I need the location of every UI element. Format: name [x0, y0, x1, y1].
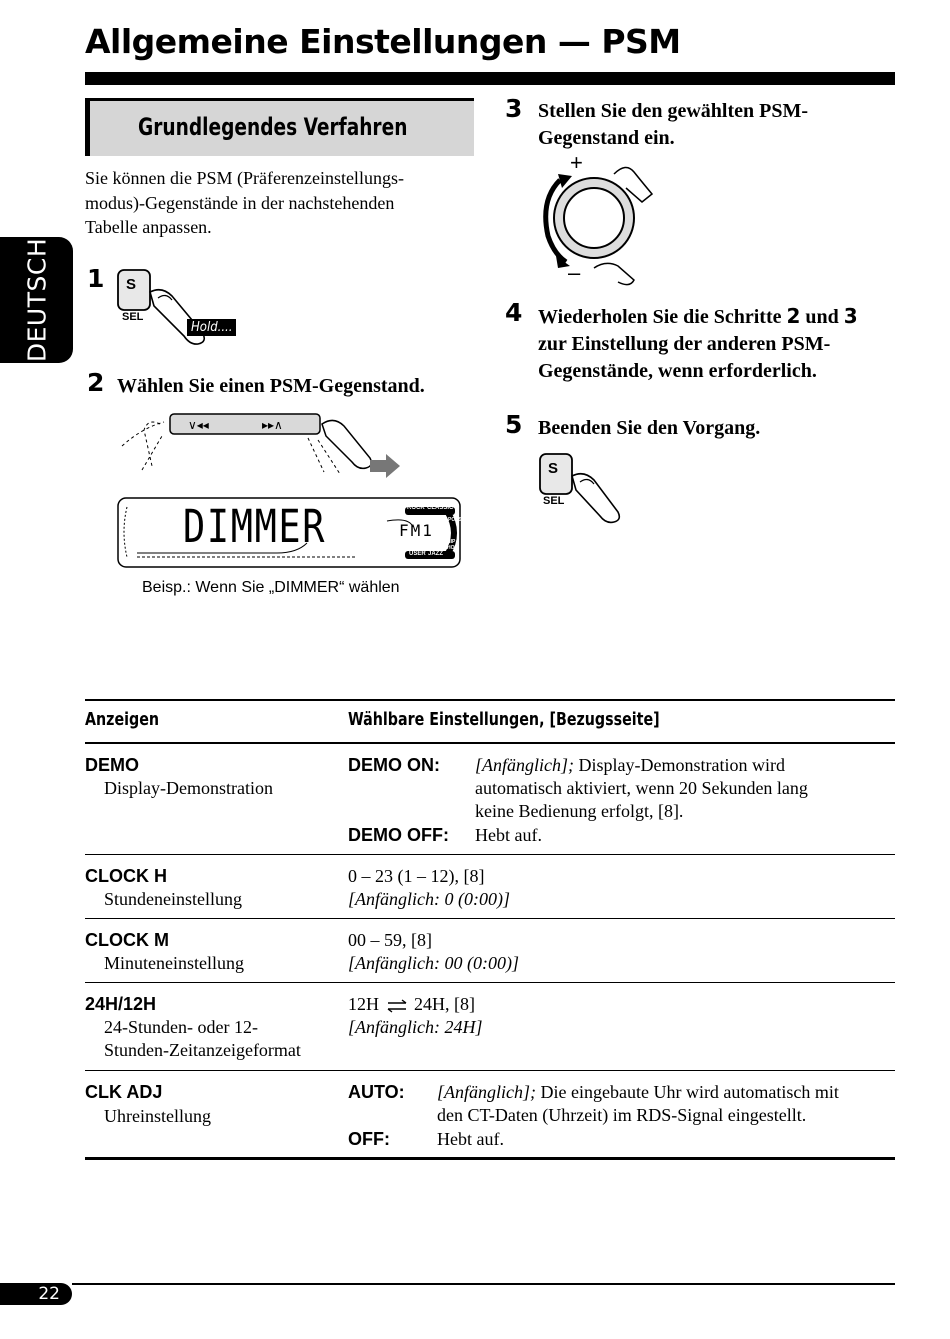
row-clock-m-desc: Minuteneinstellung	[104, 953, 244, 973]
demo-off-label: DEMO OFF:	[348, 825, 449, 845]
lcd-tag: JAZZ	[428, 551, 443, 557]
intro-line: Sie können die PSM (Präferenzeinstellungs-	[85, 168, 404, 188]
clock-m-range: 00 – 59, [8]	[348, 930, 432, 950]
clk-adj-auto-initial: [Anfänglich];	[437, 1082, 536, 1102]
clk-adj-off-label: OFF:	[348, 1129, 390, 1149]
h24-initial-text: [Anfänglich: 24H]	[348, 1017, 483, 1037]
table-bottom-rule	[85, 1157, 895, 1160]
step-2-illustration	[112, 408, 412, 488]
row-24h-name: 24H/12H	[85, 994, 157, 1014]
clk-adj-auto-line: Die eingebaute Uhr wird automatisch mit	[536, 1082, 839, 1102]
lcd-tag: HIP HOP	[447, 539, 458, 551]
control-dial-icon	[530, 150, 670, 290]
footer-rule	[72, 1283, 895, 1285]
h24-option-24h: 24H, [8]	[414, 994, 475, 1014]
demo-on-label: DEMO ON:	[348, 755, 440, 775]
step-1-illustration	[110, 262, 250, 348]
clock-h-range: 0 – 23 (1 – 12), [8]	[348, 866, 485, 886]
step-3-illustration	[530, 150, 670, 290]
row-clock-h-desc: Stundeneinstellung	[104, 889, 242, 909]
page-number: 22	[38, 1284, 60, 1304]
lcd-band-text: FM1	[399, 521, 434, 540]
row-divider	[85, 982, 895, 983]
page-title: Allgemeine Einstellungen — PSM	[85, 22, 681, 61]
sel-button-sub: SEL	[122, 311, 144, 323]
row-demo-desc: Display-Demonstration	[104, 778, 273, 798]
step-4-number: 4	[505, 298, 523, 327]
step-5-number: 5	[505, 410, 523, 439]
language-tab-label: DEUTSCH	[22, 237, 51, 363]
sel-button-s: S	[126, 276, 137, 293]
lcd-tag: ROCK	[407, 505, 425, 511]
demo-on-initial: [Anfänglich];	[475, 755, 574, 775]
clk-adj-off-text: Hebt auf.	[437, 1129, 504, 1149]
svg-text:▸▸∧: ▸▸∧	[262, 418, 283, 432]
h24-options	[348, 993, 475, 1016]
step-3-line: Stellen Sie den gewählten PSM-	[538, 100, 808, 122]
row-divider	[85, 918, 895, 919]
step-2-text: Wählen Sie einen PSM-Gegenstand.	[117, 375, 425, 397]
step-4-text-a: Wiederholen Sie die Schritte	[538, 306, 787, 328]
row-clock-m-name: CLOCK M	[85, 930, 169, 950]
demo-off-text: Hebt auf.	[475, 825, 542, 845]
step-4-line	[538, 303, 858, 331]
step-5-text: Beenden Sie den Vorgang.	[538, 417, 761, 439]
step-4-line: Gegenstände, wenn erforderlich.	[538, 360, 817, 382]
demo-on-line: automatisch aktiviert, wenn 20 Sekunden lang	[475, 778, 808, 798]
sel-button-press-icon	[532, 448, 632, 528]
table-top-rule	[85, 699, 895, 701]
sel-button-sub: SEL	[543, 495, 565, 507]
step-2-number: 2	[87, 368, 105, 397]
dial-minus-label: –	[568, 260, 581, 285]
clk-adj-auto-text	[437, 1081, 895, 1127]
section-heading: Grundlegendes Verfahren	[138, 113, 408, 141]
clock-m-initial-text: [Anfänglich: 00 (0:00)]	[348, 953, 519, 973]
lcd-display	[117, 497, 461, 568]
intro-line: modus)-Gegenstände in der nachstehenden	[85, 192, 395, 213]
step-5-illustration	[532, 448, 632, 528]
row-divider	[85, 854, 895, 855]
row-24h-desc-line: Stunden-Zeitanzeigeformat	[104, 1040, 301, 1060]
row-24h-desc	[104, 1016, 344, 1062]
step-4-ref-3: 3	[843, 304, 858, 328]
step-4-line: zur Einstellung der anderen PSM-	[538, 333, 831, 355]
step-4-text	[538, 303, 858, 385]
title-rule	[85, 72, 895, 85]
h24-option-12h: 12H	[348, 994, 379, 1014]
page-number-badge	[0, 1283, 72, 1305]
clock-h-initial-text: [Anfänglich: 0 (0:00)]	[348, 889, 510, 909]
seek-buttons-icon	[112, 408, 412, 488]
example-caption: Beisp.: Wenn Sie „DIMMER“ wählen	[142, 579, 400, 596]
demo-on-line: Display-Demonstration wird	[574, 755, 785, 775]
demo-on-line: keine Bedienung erfolgt, [8].	[475, 801, 684, 821]
lcd-tag: CLASSIC	[427, 505, 454, 511]
step-3-number: 3	[505, 94, 523, 123]
row-clk-adj-desc: Uhreinstellung	[104, 1106, 211, 1126]
toggle-arrows-icon	[386, 999, 408, 1013]
intro-line: Tabelle anpassen.	[85, 217, 212, 237]
intro-text	[85, 166, 465, 240]
row-demo-name: DEMO	[85, 755, 139, 775]
h24-initial	[348, 1016, 483, 1039]
table-header-settings: Wählbare Einstellungen, [Bezugsseite]	[348, 709, 660, 730]
language-tab	[0, 237, 73, 363]
clock-m-initial	[348, 952, 519, 975]
row-divider	[85, 1070, 895, 1071]
row-clk-adj-name: CLK ADJ	[85, 1082, 163, 1102]
lcd-main-text: DIMMER	[183, 500, 327, 553]
lcd-tag: POPS	[448, 517, 462, 523]
clk-adj-auto-label: AUTO:	[348, 1082, 405, 1102]
step-3-text	[538, 98, 808, 152]
svg-text:∨◂◂: ∨◂◂	[188, 418, 209, 432]
clk-adj-auto-line: den CT-Daten (Uhrzeit) im RDS-Signal eingestellt.	[437, 1105, 807, 1125]
clock-h-initial	[348, 888, 510, 911]
step-1-number: 1	[87, 264, 105, 293]
sel-button-s: S	[548, 460, 559, 477]
dial-plus-label: +	[570, 150, 583, 175]
table-header-indicator: Anzeigen	[85, 709, 160, 730]
demo-on-text	[475, 754, 895, 823]
step-4-ref-2: 2	[786, 304, 801, 328]
step-3-line: Gegenstand ein.	[538, 127, 675, 149]
hold-label: Hold....	[187, 319, 236, 336]
table-header-rule	[85, 742, 895, 744]
lcd-tag: USER	[409, 551, 426, 557]
row-24h-desc-line: 24-Stunden- oder 12-	[104, 1017, 258, 1037]
section-heading-box	[85, 98, 474, 156]
row-clock-h-name: CLOCK H	[85, 866, 167, 886]
step-4-text-c: und	[800, 306, 844, 328]
